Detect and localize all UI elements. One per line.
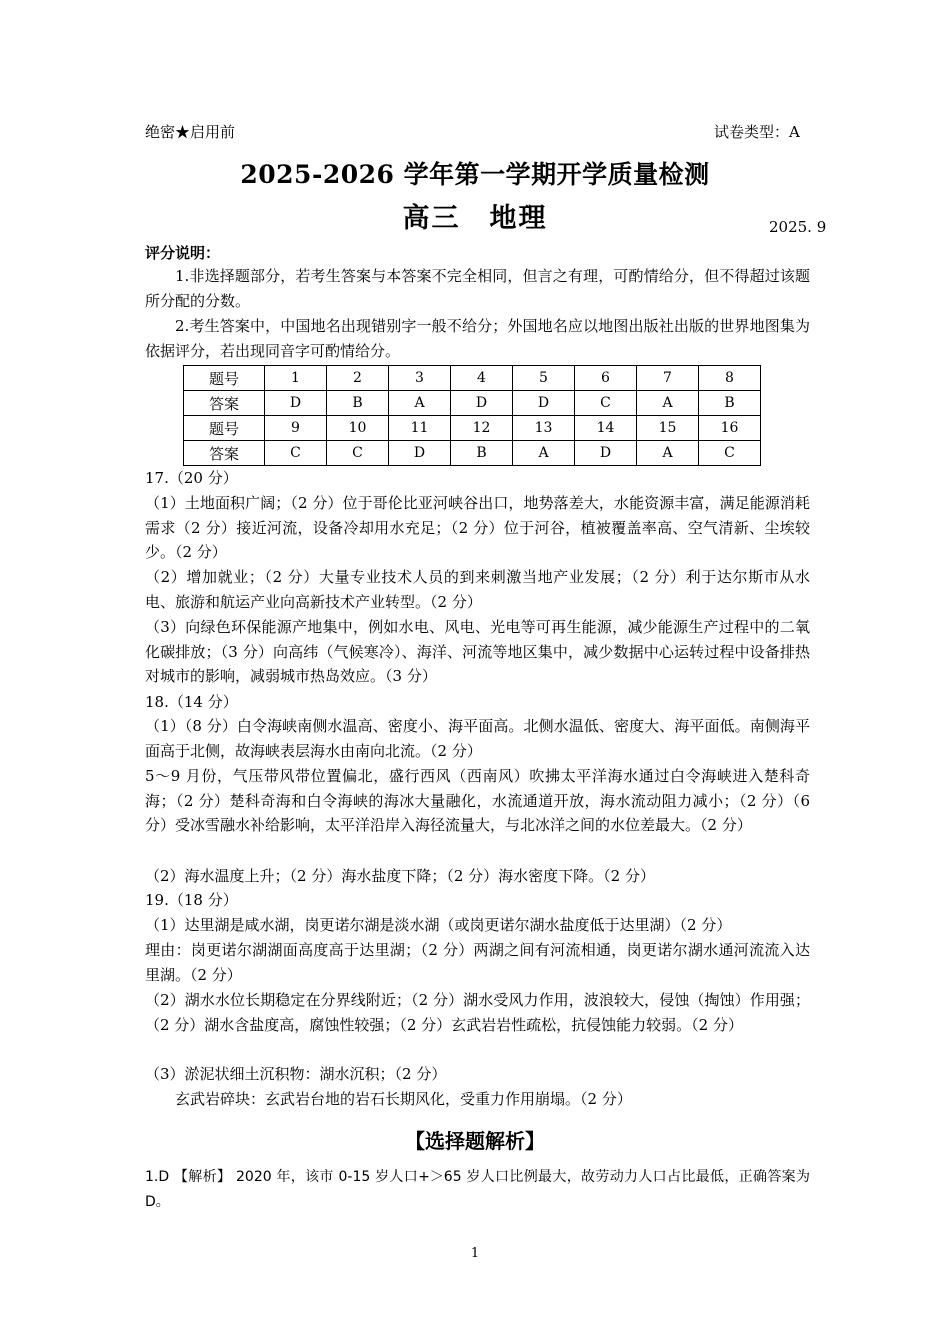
table-cell: 9 xyxy=(265,416,327,441)
q19-part3: （3）淤泥状细土沉积物：湖水沉积；（2 分） xyxy=(145,1065,447,1083)
table-cell: A xyxy=(637,391,699,416)
answer-table xyxy=(183,365,761,466)
page-title: 2025-2026 学年第一学期开学质量检测 xyxy=(240,160,710,189)
table-cell: 8 xyxy=(699,366,761,391)
table-cell: 题号 xyxy=(184,416,265,441)
analysis-item-1: 1.D 【解析】 2020 年，该市 0-15 岁人口+＞65 岁人口比例最大，故劳动力人口占比最低，正确答案为 D。 xyxy=(145,1169,810,1210)
table-cell: 15 xyxy=(637,416,699,441)
table-cell: 12 xyxy=(451,416,513,441)
page-subtitle: 高三 地理 xyxy=(402,203,548,234)
q17-part1: （1）土地面积广阔；（2 分）位于哥伦比亚河峡谷出口，地势落差大，水能资源丰富，满足能源消耗需求（2 分）接近河流，设备冷却用水充足；（2 分）位于河谷，植被覆盖率高、空气清新、尘埃较少。（2 分） xyxy=(145,494,810,561)
q19-heading: 19.（18 分） xyxy=(145,891,238,909)
q19-part3-detail: 玄武岩碎块：玄武岩台地的岩石长期风化，受重力作用崩塌。（2 分） xyxy=(175,1090,632,1108)
table-cell: 答案 xyxy=(184,441,265,466)
q18-part1-detail: 5～9 月份，气压带风带位置偏北，盛行西风（西南风）吹拂太平洋海水通过白令海峡进入楚科奇海；（2 分）楚科奇海和白令海峡的海冰大量融化，水流通道开放，海水流动阻力减小；（2 分）（6 分）受冰雪融水补给影响，太平洋沿岸入海径流量大，与北冰洋之间的水位差最大。（2 分） xyxy=(145,767,810,834)
q18-part1: （1）（8 分）白令海峡南侧水温高、密度小、海平面高。北侧水温低、密度大、海平面低。南侧海平面高于北侧，故海峡表层海水由南向北流。（2 分） xyxy=(145,717,810,760)
paper-type: 试卷类型：A xyxy=(714,123,800,141)
table-cell: 3 xyxy=(389,366,451,391)
table-cell: 4 xyxy=(451,366,513,391)
table-cell: 答案 xyxy=(184,391,265,416)
table-cell: A xyxy=(637,441,699,466)
table-cell: D xyxy=(451,391,513,416)
table-cell: 16 xyxy=(699,416,761,441)
table-cell: 题号 xyxy=(184,366,265,391)
table-row xyxy=(184,416,761,441)
analysis-title: 【选择题解析】 xyxy=(405,1129,545,1153)
table-cell: B xyxy=(327,391,389,416)
table-cell: 10 xyxy=(327,416,389,441)
q17-part2: （2）增加就业；（2 分）大量专业技术人员的到来刺激当地产业发展；（2 分）利于达尔斯市从水电、旅游和航运产业向高新技术产业转型。（2 分） xyxy=(145,568,810,611)
table-cell: 2 xyxy=(327,366,389,391)
table-cell: C xyxy=(699,441,761,466)
scoring-heading: 评分说明： xyxy=(145,244,221,262)
exam-date: 2025. 9 xyxy=(769,218,827,236)
table-cell: 7 xyxy=(637,366,699,391)
q19-part1: （1）达里湖是咸水湖，岗更诺尔湖是淡水湖（或岗更诺尔湖水盐度低于达里湖）（2 分） xyxy=(145,916,732,934)
table-row xyxy=(184,366,761,391)
scoring-item-2: 2.考生答案中，中国地名出现错别字一般不给分；外国地名应以地图出版社出版的世界地图集为依据评分，若出现同音字可酌情给分。 xyxy=(145,317,810,360)
table-cell: 6 xyxy=(575,366,637,391)
table-cell: D xyxy=(513,391,575,416)
page-number: 1 xyxy=(470,1246,480,1261)
q19-part2: （2）湖水水位长期稳定在分界线附近；（2 分）湖水受风力作用，波浪较大，侵蚀（掏蚀）作用强；（2 分）湖水含盐度高，腐蚀性较强；（2 分）玄武岩岩性疏松，抗侵蚀能力较弱。（2 分） xyxy=(145,991,810,1034)
secret-label: 绝密★启用前 xyxy=(145,123,236,141)
table-row xyxy=(184,391,761,416)
table-cell: D xyxy=(575,441,637,466)
q18-part2: （2）海水温度上升；（2 分）海水盐度下降；（2 分）海水密度下降。（2 分） xyxy=(145,867,655,885)
table-cell: D xyxy=(389,441,451,466)
table-cell: B xyxy=(451,441,513,466)
q18-heading: 18.（14 分） xyxy=(145,693,238,711)
q17-part3: （3）向绿色环保能源产地集中，例如水电、风电、光电等可再生能源，减少能源生产过程中的二氧化碳排放；（3 分）向高纬（气候寒冷）、海洋、河流等地区集中，减少数据中心运转过程中设备排热对城市的影响，减弱城市热岛效应。（3 分） xyxy=(145,618,810,685)
table-cell: 5 xyxy=(513,366,575,391)
scoring-item-1: 1.非选择题部分，若考生答案与本答案不完全相同，但言之有理，可酌情给分，但不得超过该题所分配的分数。 xyxy=(145,267,810,310)
q19-part1-reason: 理由：岗更诺尔湖湖面高度高于达里湖；（2 分）两湖之间有河流相通，岗更诺尔湖水通河流流入达里湖。（2 分） xyxy=(145,941,810,984)
table-cell: B xyxy=(699,391,761,416)
table-cell: 13 xyxy=(513,416,575,441)
table-cell: 14 xyxy=(575,416,637,441)
table-cell: C xyxy=(327,441,389,466)
table-cell: A xyxy=(513,441,575,466)
table-cell: C xyxy=(265,441,327,466)
table-cell: 11 xyxy=(389,416,451,441)
table-cell: 1 xyxy=(265,366,327,391)
table-cell: C xyxy=(575,391,637,416)
table-row xyxy=(184,441,761,466)
q17-heading: 17.（20 分） xyxy=(145,469,238,487)
table-cell: A xyxy=(389,391,451,416)
table-cell: D xyxy=(265,391,327,416)
